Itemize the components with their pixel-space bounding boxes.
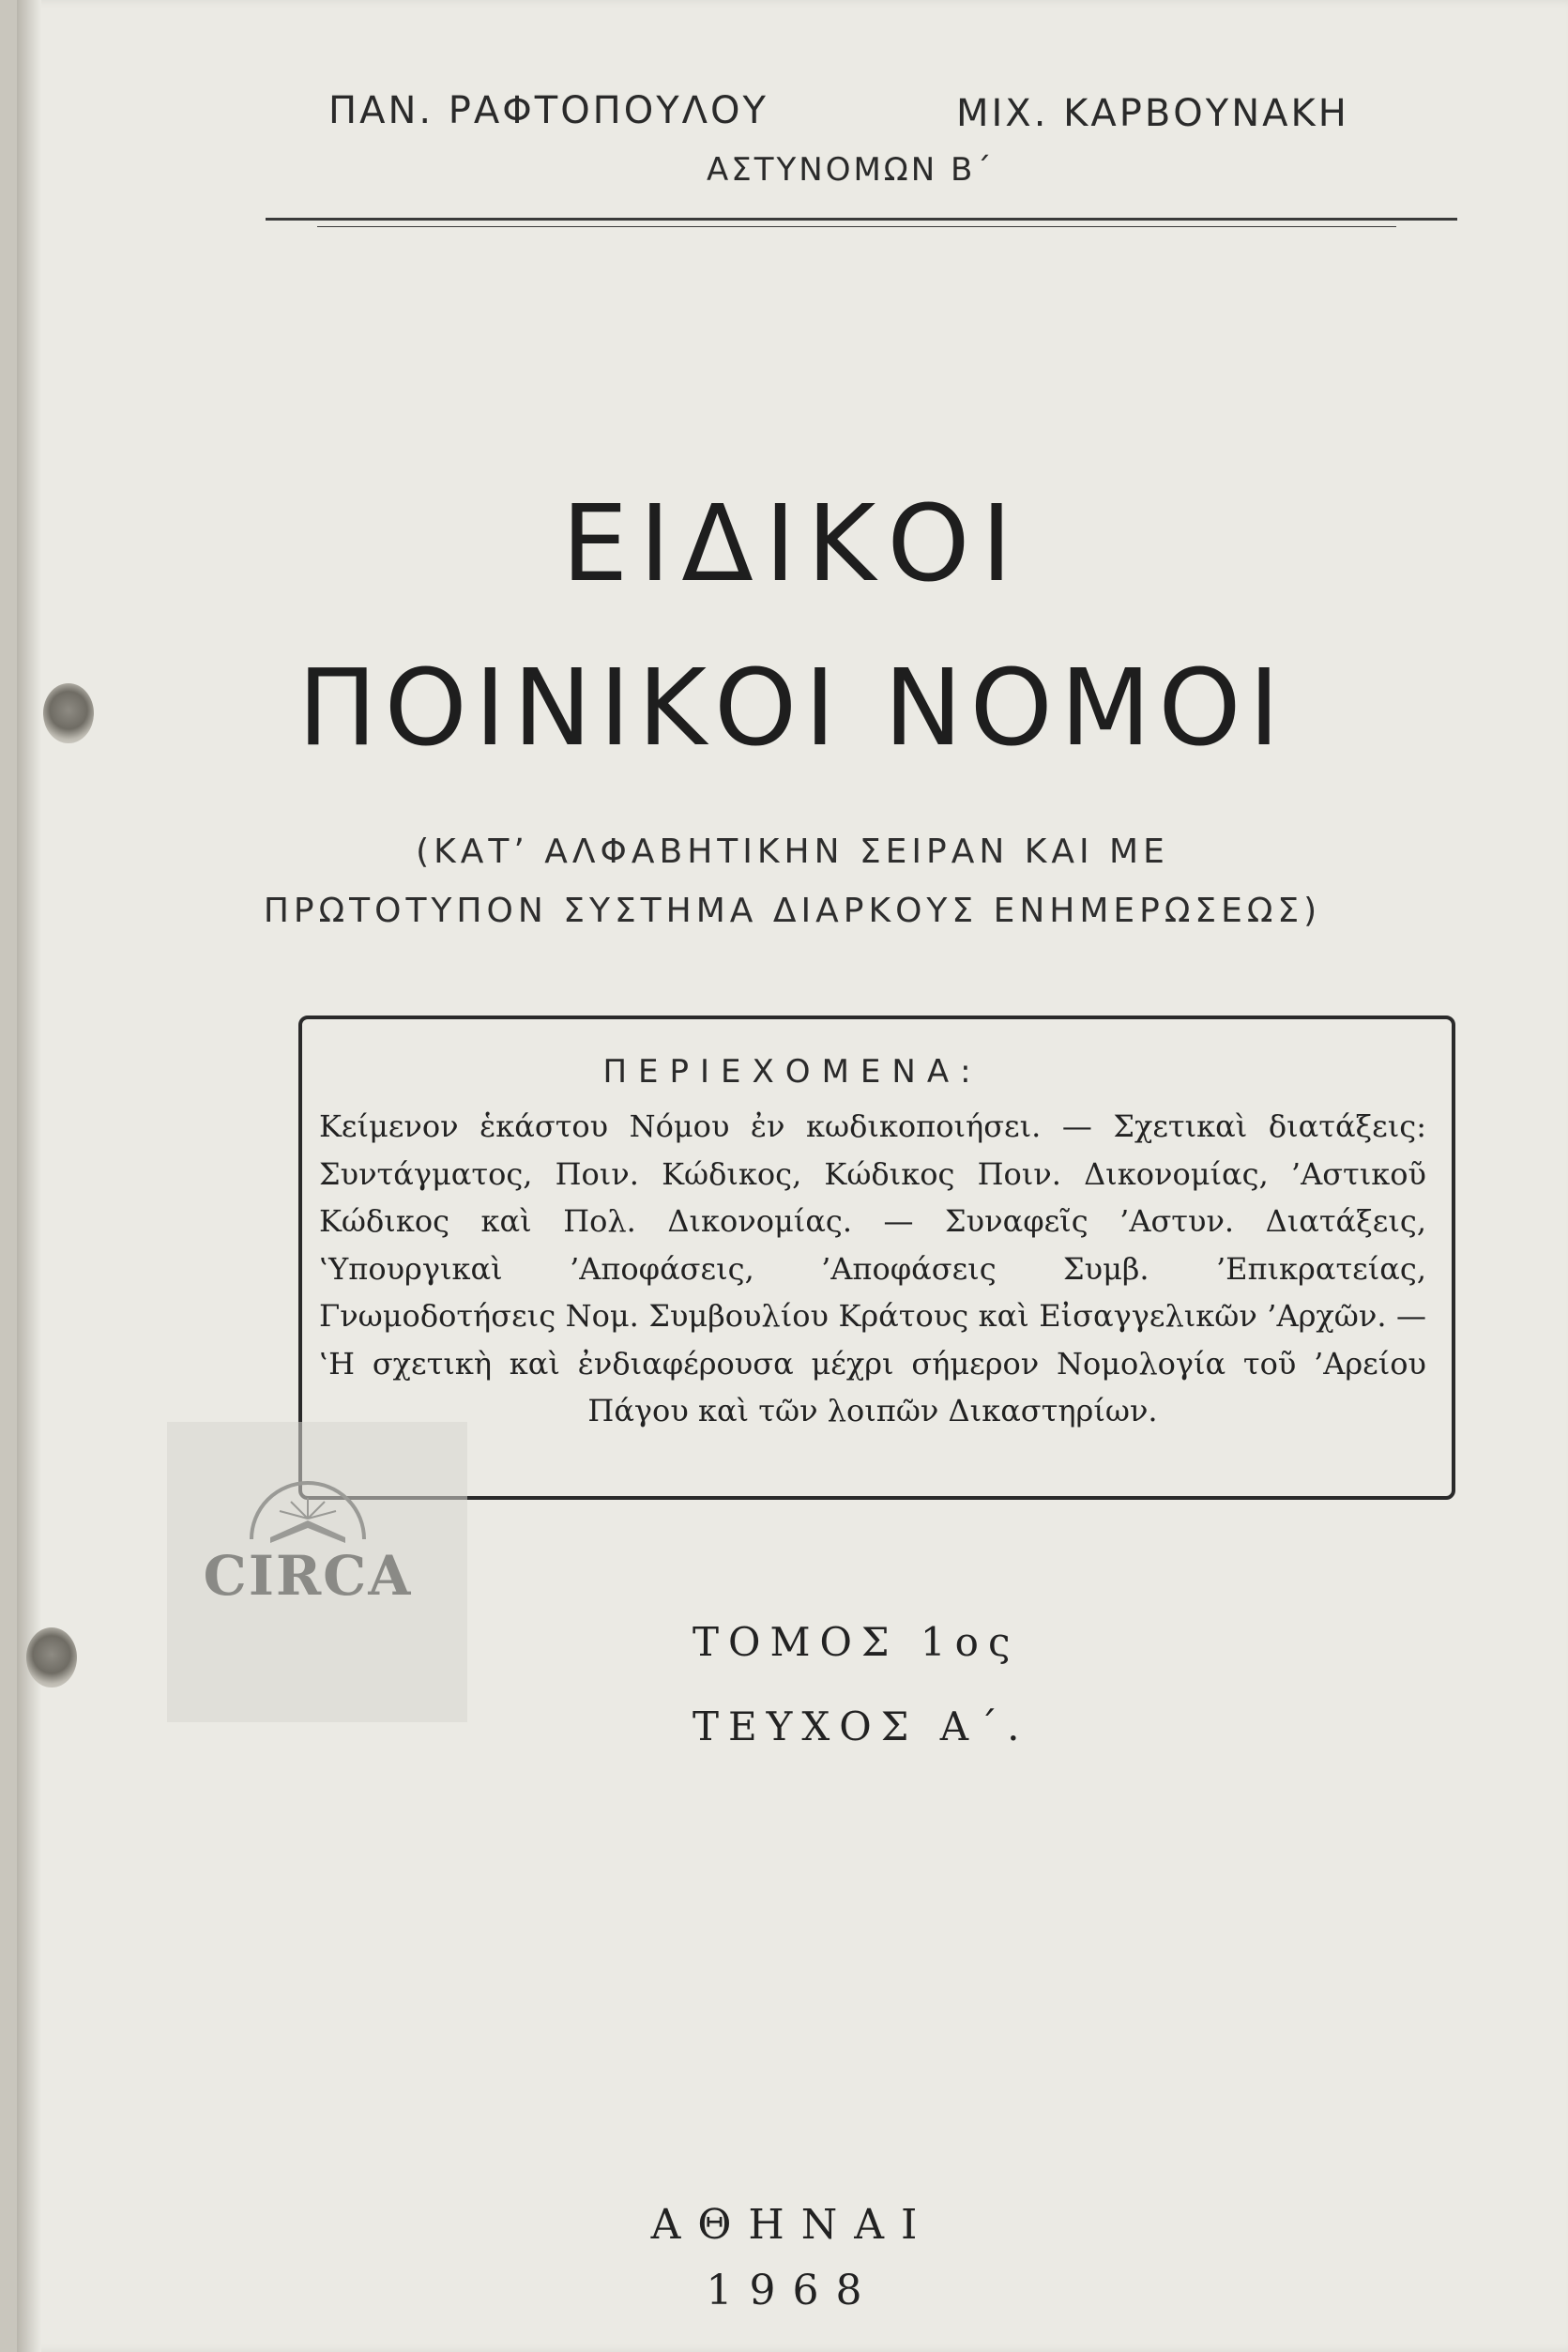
issue-number: ΤΕΥΧΟΣ Α΄. — [693, 1703, 1029, 1749]
title-page — [17, 0, 1568, 2352]
watermark-text: CIRCA — [203, 1544, 413, 1608]
author-name: ΠΑΝ. ΡΑΦΤΟΠΟΥΛΟΥ — [328, 89, 769, 132]
contents-heading: ΠΕΡΙΕΧΟΜΕΝΑ: — [602, 1053, 982, 1091]
binding-hole — [26, 1627, 77, 1688]
volume-number: ΤΟΜΟΣ 1ος — [693, 1619, 1020, 1665]
book-title-line2: ΠΟΙΝΙΚΟΙ ΝΟΜΟΙ — [297, 648, 1287, 770]
subtitle-line1: (ΚΑΤ’ ΑΛΦΑΒΗΤΙΚΗΝ ΣΕΙΡΑΝ ΚΑΙ ΜΕ — [416, 832, 1169, 871]
header-rule — [317, 226, 1396, 227]
subtitle-line2: ΠΡΩΤΟΤΥΠΟΝ ΣΥΣΤΗΜΑ ΔΙΑΡΚΟΥΣ ΕΝΗΜΕΡΩΣΕΩΣ) — [263, 892, 1322, 930]
author-name: ΜΙΧ. ΚΑΡΒΟΥΝΑΚΗ — [956, 92, 1349, 135]
page-edge-shadow — [17, 0, 41, 2352]
book-title-line1: ΕΙΔΙΚΟΙ — [561, 483, 1024, 605]
author-rank: ΑΣΤΥΝΟΜΩΝ Β΄ — [707, 151, 995, 189]
circa-watermark — [167, 1422, 467, 1722]
publication-year: 1968 — [706, 2267, 879, 2314]
contents-text: Κείμενον ἑκάστου Νόμου ἐν κωδικοποιήσει. — Σχετικαὶ διατάξεις: Συντάγματος, Ποιν. Κώδικος, Κώδικος Ποιν. Δικονομίας, ’Αστικοῦ Κώδικος καὶ Πολ. Δικονομίας. — Συναφεῖς ’Αστυν. Διατάξεις, ‛Υπουργικαὶ ’Αποφάσεις, ’Αποφάσεις Συμβ. ’Επικρατείας, Γνωμοδοτήσεις Νομ. Συμβουλίου Κράτους καὶ Εἰσαγγελικῶν ’Αρχῶν. — ‛Η σχετικὴ καὶ ἐνδιαφέρουσα μέχρι σήμερον Νομολογία τοῦ ’Αρείου Πάγου καὶ τῶν λοιπῶν Δικαστηρίων. — [319, 1108, 1426, 1428]
header-rule — [266, 218, 1457, 221]
authors-block — [17, 89, 1568, 202]
publication-place: ΑΘΗΝΑΙ — [650, 2201, 935, 2249]
